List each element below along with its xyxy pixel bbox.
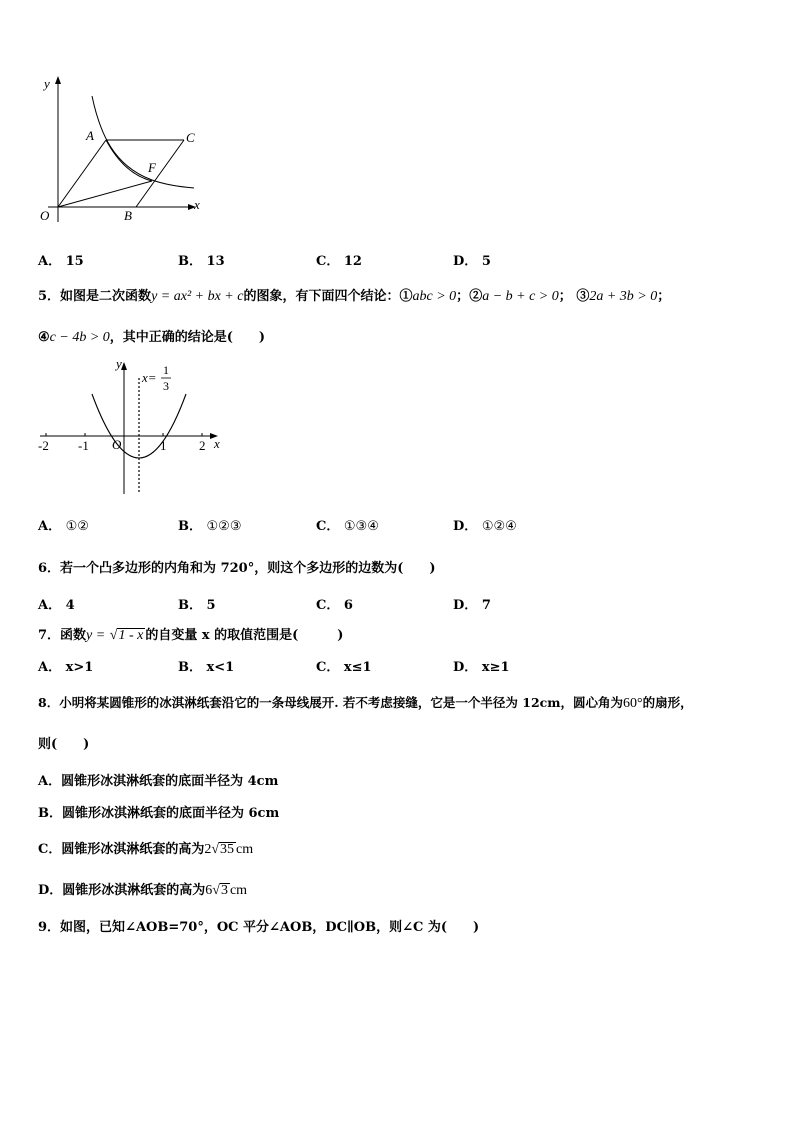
parabola-label-x: x bbox=[214, 436, 220, 451]
tick-label-2: 2 bbox=[199, 438, 206, 453]
q5-c4-mark: ④ bbox=[38, 330, 50, 345]
q7-radical: √1 - x bbox=[109, 628, 144, 643]
q8-line2: 则( ) bbox=[38, 737, 90, 752]
figure-parabola bbox=[34, 356, 224, 498]
q5-number: 5． bbox=[38, 289, 61, 304]
fig1-label-b: B bbox=[124, 208, 132, 223]
fig1-option-d[interactable] bbox=[453, 250, 491, 269]
q7-option-c[interactable] bbox=[316, 656, 372, 675]
option-key: C． bbox=[316, 254, 340, 269]
q5-conclusion-4: c − 4b > 0 bbox=[49, 330, 110, 345]
symmetry-label-num: 1 bbox=[163, 363, 169, 377]
option-text: 6 bbox=[343, 598, 353, 613]
q5-sep: ； bbox=[456, 289, 470, 304]
q7-option-b[interactable] bbox=[178, 656, 234, 675]
radicand: 35 bbox=[220, 842, 235, 857]
coefficient: 2 bbox=[204, 842, 212, 857]
q8-stem-b: 的扇形， bbox=[642, 695, 693, 710]
q5-tail: ，其中正确的结论是( ) bbox=[109, 330, 266, 345]
q7-stem bbox=[38, 624, 343, 644]
q7-prefix: 7．函数 bbox=[38, 628, 87, 643]
q6-option-a[interactable] bbox=[38, 594, 75, 613]
option-key: D． bbox=[453, 598, 478, 613]
q6-option-d[interactable] bbox=[453, 594, 491, 613]
option-key: A． bbox=[38, 660, 62, 675]
option-text: x>1 bbox=[65, 660, 94, 675]
option-text: ①②③ bbox=[206, 519, 242, 534]
option-text: 4 bbox=[65, 598, 75, 613]
unit: cm bbox=[229, 883, 248, 898]
q6-option-b[interactable] bbox=[178, 594, 216, 613]
option-key: B． bbox=[178, 254, 202, 269]
fig1-option-c[interactable] bbox=[316, 250, 362, 269]
fig1-label-a: A bbox=[86, 128, 94, 143]
q5-function: y = ax² + bx + c bbox=[151, 289, 244, 304]
q5-conclusion-1: abc > 0 bbox=[412, 289, 457, 304]
q5-c2-mark: ② bbox=[469, 289, 483, 304]
q7-radicand: 1 - x bbox=[118, 628, 144, 643]
fig1-option-b[interactable] bbox=[178, 250, 225, 269]
fig1-label-y: y bbox=[44, 76, 50, 91]
q7-option-a[interactable] bbox=[38, 656, 93, 675]
option-text: x≤1 bbox=[343, 660, 372, 675]
option-key: B． bbox=[178, 519, 202, 534]
option-key: D． bbox=[453, 254, 478, 269]
q5-sep: ； bbox=[657, 289, 671, 304]
symmetry-label-den: 3 bbox=[163, 379, 169, 393]
tick-label-neg2: -2 bbox=[38, 438, 49, 453]
figure-rhombus-hyperbola bbox=[34, 74, 206, 230]
q5-intro: 如图是二次函数 bbox=[60, 289, 152, 304]
q7-option-d[interactable] bbox=[453, 656, 510, 675]
option-text: C．圆锥形冰淇淋纸套的高为 bbox=[38, 842, 205, 857]
option-key: B． bbox=[178, 660, 202, 675]
option-key: A． bbox=[38, 519, 62, 534]
q8-option-a[interactable]: A．圆锥形冰淇淋纸套的底面半径为 4cm bbox=[38, 774, 279, 789]
q8-optD-expr: 6√3 cm bbox=[205, 883, 248, 898]
symmetry-label-prefix: x= bbox=[142, 370, 157, 385]
option-key: C． bbox=[316, 598, 340, 613]
option-text: 15 bbox=[65, 254, 84, 269]
option-text: ①③④ bbox=[343, 519, 379, 534]
unit: cm bbox=[236, 842, 254, 857]
parabola-origin: O bbox=[112, 437, 122, 452]
q8-option-c[interactable] bbox=[38, 838, 253, 858]
q5-option-c[interactable] bbox=[316, 515, 379, 534]
parabola-label-y: y bbox=[116, 356, 122, 371]
q5-conclusion-3: 2a + 3b > 0 bbox=[589, 289, 658, 304]
coefficient: 6 bbox=[205, 883, 213, 898]
q9-stem: 9．如图，已知∠AOB=70°，OC 平分∠AOB，DC∥OB，则∠C 为( ) bbox=[38, 920, 480, 935]
q5-sep: ； bbox=[558, 289, 572, 304]
q5-c1-mark: ① bbox=[399, 289, 413, 304]
option-key: C． bbox=[316, 660, 340, 675]
fig1-label-x: x bbox=[194, 197, 200, 212]
option-text: 5 bbox=[206, 598, 216, 613]
option-key: B． bbox=[178, 598, 202, 613]
fig1-option-a[interactable] bbox=[38, 250, 84, 269]
option-key: A． bbox=[38, 254, 62, 269]
q5-conclusion-2: a − b + c > 0 bbox=[482, 289, 559, 304]
option-text: 12 bbox=[343, 254, 362, 269]
q5-line1 bbox=[38, 285, 670, 305]
q8-option-d[interactable] bbox=[38, 879, 247, 899]
option-text: 7 bbox=[481, 598, 491, 613]
q5-mid: 的图象，有下面四个结论： bbox=[243, 289, 400, 304]
option-text: ①②④ bbox=[481, 519, 517, 534]
q6-stem: 6．若一个凸多边形的内角和为 720°，则这个多边形的边数为( ) bbox=[38, 561, 436, 576]
q5-c3-mark: ③ bbox=[576, 289, 590, 304]
option-key: D． bbox=[453, 519, 478, 534]
q5-option-a[interactable] bbox=[38, 515, 89, 534]
option-text: D．圆锥形冰淇淋纸套的高为 bbox=[38, 883, 206, 898]
q7-function-lhs: y = bbox=[86, 628, 106, 643]
q8-stem-a: 8．小明将某圆锥形的冰淇淋纸套沿它的一条母线展开. 若不考虑接缝，它是一个半径为 12cm，圆心角为 bbox=[38, 695, 623, 710]
option-key: C． bbox=[316, 519, 340, 534]
q7-suffix: 的自变量 x 的取值范围是( ) bbox=[145, 628, 344, 643]
option-key: D． bbox=[453, 660, 478, 675]
q6-option-c[interactable] bbox=[316, 594, 353, 613]
option-text: ①② bbox=[65, 519, 89, 534]
fig1-label-o: O bbox=[40, 208, 50, 223]
q5-option-b[interactable] bbox=[178, 515, 242, 534]
fig1-label-f: F bbox=[148, 160, 156, 175]
q8-line1 bbox=[38, 693, 693, 712]
q8-angle: 60° bbox=[623, 696, 643, 711]
radicand: 3 bbox=[220, 883, 228, 898]
option-text: 13 bbox=[206, 254, 225, 269]
q5-line2 bbox=[38, 326, 265, 346]
tick-label-neg1: -1 bbox=[78, 438, 89, 453]
fig1-label-c: C bbox=[186, 130, 195, 145]
option-text: x≥1 bbox=[481, 660, 510, 675]
q8-option-b[interactable]: B．圆锥形冰淇淋纸套的底面半径为 6cm bbox=[38, 806, 280, 821]
q8-optC-expr: 2√35 cm bbox=[204, 842, 254, 857]
option-key: A． bbox=[38, 598, 62, 613]
option-text: 5 bbox=[481, 254, 491, 269]
q5-option-d[interactable] bbox=[453, 515, 517, 534]
tick-label-1: 1 bbox=[160, 438, 167, 453]
option-text: x<1 bbox=[206, 660, 235, 675]
